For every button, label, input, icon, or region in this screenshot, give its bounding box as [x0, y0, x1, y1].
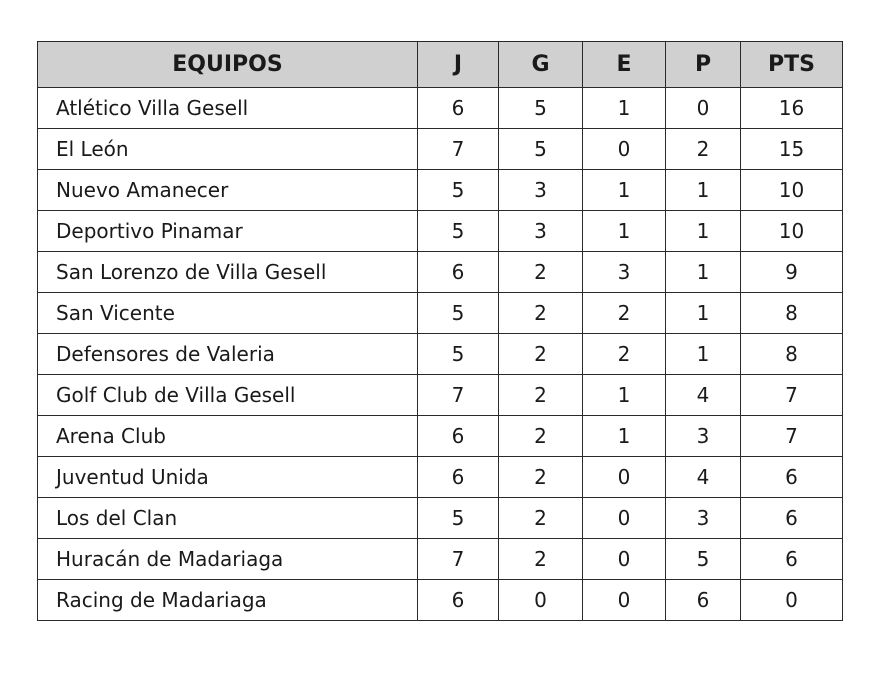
- lost-cell: 3: [666, 498, 741, 539]
- lost-cell: 5: [666, 539, 741, 580]
- team-name-cell: Golf Club de Villa Gesell: [38, 375, 418, 416]
- drawn-cell: 1: [583, 211, 666, 252]
- team-name-cell: Defensores de Valeria: [38, 334, 418, 375]
- header-pts: PTS: [741, 42, 843, 88]
- table-row: [38, 375, 843, 416]
- table-row: [38, 252, 843, 293]
- table-row: [38, 211, 843, 252]
- lost-cell: 3: [666, 416, 741, 457]
- drawn-cell: 2: [583, 334, 666, 375]
- played-cell: 7: [418, 129, 499, 170]
- team-name-cell: San Vicente: [38, 293, 418, 334]
- won-cell: 0: [499, 580, 583, 621]
- played-cell: 7: [418, 539, 499, 580]
- lost-cell: 2: [666, 129, 741, 170]
- won-cell: 2: [499, 498, 583, 539]
- won-cell: 5: [499, 129, 583, 170]
- team-name-cell: Racing de Madariaga: [38, 580, 418, 621]
- lost-cell: 1: [666, 252, 741, 293]
- played-cell: 5: [418, 293, 499, 334]
- drawn-cell: 3: [583, 252, 666, 293]
- lost-cell: 1: [666, 334, 741, 375]
- played-cell: 6: [418, 252, 499, 293]
- won-cell: 5: [499, 88, 583, 129]
- table-row: [38, 129, 843, 170]
- won-cell: 2: [499, 252, 583, 293]
- played-cell: 7: [418, 375, 499, 416]
- table-row: [38, 416, 843, 457]
- team-name-cell: Atlético Villa Gesell: [38, 88, 418, 129]
- lost-cell: 4: [666, 457, 741, 498]
- team-name-cell: El León: [38, 129, 418, 170]
- drawn-cell: 0: [583, 129, 666, 170]
- points-cell: 6: [741, 498, 843, 539]
- played-cell: 5: [418, 498, 499, 539]
- table-row: [38, 170, 843, 211]
- table-row: [38, 88, 843, 129]
- header-p: P: [666, 42, 741, 88]
- team-name-cell: Los del Clan: [38, 498, 418, 539]
- table-row: [38, 293, 843, 334]
- points-cell: 16: [741, 88, 843, 129]
- won-cell: 3: [499, 211, 583, 252]
- team-name-cell: Nuevo Amanecer: [38, 170, 418, 211]
- played-cell: 6: [418, 88, 499, 129]
- won-cell: 2: [499, 457, 583, 498]
- lost-cell: 0: [666, 88, 741, 129]
- table-row: [38, 334, 843, 375]
- points-cell: 9: [741, 252, 843, 293]
- drawn-cell: 1: [583, 170, 666, 211]
- standings-table: [37, 41, 843, 621]
- table-row: [38, 457, 843, 498]
- drawn-cell: 0: [583, 498, 666, 539]
- won-cell: 2: [499, 416, 583, 457]
- points-cell: 10: [741, 211, 843, 252]
- header-row: [38, 42, 843, 88]
- header-e: E: [583, 42, 666, 88]
- header-equipos: EQUIPOS: [38, 42, 418, 88]
- points-cell: 6: [741, 539, 843, 580]
- team-name-cell: Juventud Unida: [38, 457, 418, 498]
- table-row: [38, 498, 843, 539]
- team-name-cell: Deportivo Pinamar: [38, 211, 418, 252]
- drawn-cell: 1: [583, 375, 666, 416]
- points-cell: 15: [741, 129, 843, 170]
- drawn-cell: 1: [583, 88, 666, 129]
- lost-cell: 4: [666, 375, 741, 416]
- lost-cell: 1: [666, 211, 741, 252]
- points-cell: 7: [741, 416, 843, 457]
- points-cell: 6: [741, 457, 843, 498]
- played-cell: 5: [418, 170, 499, 211]
- team-name-cell: Huracán de Madariaga: [38, 539, 418, 580]
- played-cell: 6: [418, 457, 499, 498]
- played-cell: 5: [418, 211, 499, 252]
- lost-cell: 1: [666, 170, 741, 211]
- team-name-cell: San Lorenzo de Villa Gesell: [38, 252, 418, 293]
- points-cell: 7: [741, 375, 843, 416]
- header-j: J: [418, 42, 499, 88]
- drawn-cell: 0: [583, 580, 666, 621]
- points-cell: 8: [741, 293, 843, 334]
- table-row: [38, 539, 843, 580]
- points-cell: 0: [741, 580, 843, 621]
- points-cell: 8: [741, 334, 843, 375]
- drawn-cell: 1: [583, 416, 666, 457]
- played-cell: 6: [418, 580, 499, 621]
- won-cell: 3: [499, 170, 583, 211]
- team-name-cell: Arena Club: [38, 416, 418, 457]
- points-cell: 10: [741, 170, 843, 211]
- played-cell: 6: [418, 416, 499, 457]
- drawn-cell: 2: [583, 293, 666, 334]
- lost-cell: 6: [666, 580, 741, 621]
- won-cell: 2: [499, 293, 583, 334]
- won-cell: 2: [499, 539, 583, 580]
- drawn-cell: 0: [583, 457, 666, 498]
- table-row: [38, 580, 843, 621]
- played-cell: 5: [418, 334, 499, 375]
- drawn-cell: 0: [583, 539, 666, 580]
- header-g: G: [499, 42, 583, 88]
- lost-cell: 1: [666, 293, 741, 334]
- won-cell: 2: [499, 334, 583, 375]
- won-cell: 2: [499, 375, 583, 416]
